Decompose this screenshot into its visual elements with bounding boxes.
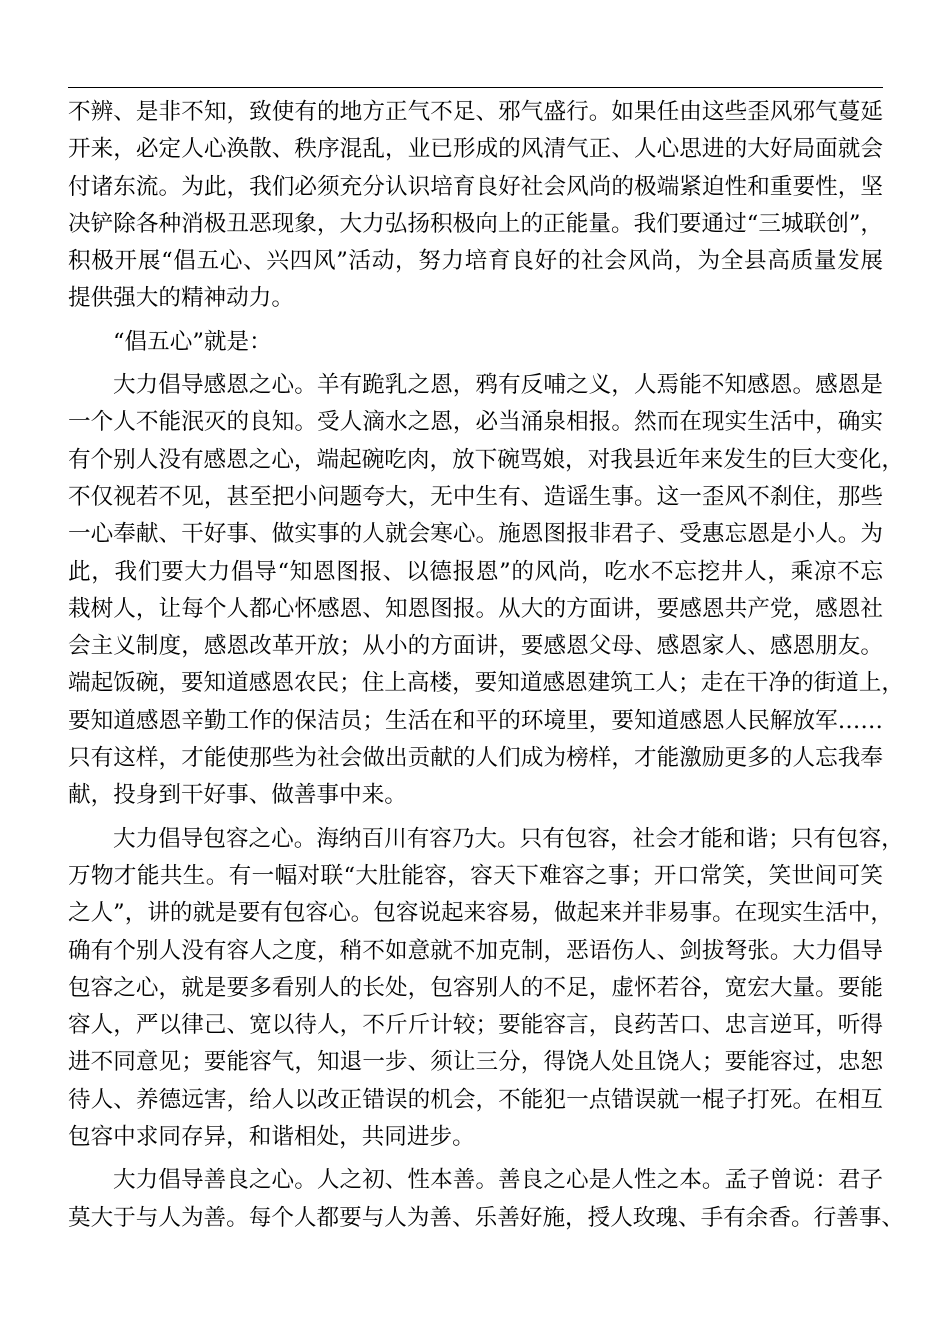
text-line: 大力倡导感恩之心。羊有跪乳之恩，鸦有反哺之义，人焉能不知感恩。感恩是 (113, 372, 883, 399)
header-rule (68, 87, 883, 88)
text-line: 只有这样，才能使那些为社会做出贡献的人们成为榜样，才能激励更多的人忘我奉 (68, 745, 883, 772)
text-line: 包容中求同存异，和谐相处，共同进步。 (68, 1124, 475, 1151)
text-line: 大力倡导善良之心。人之初、性本善。善良之心是人性之本。孟子曾说：君子 (113, 1167, 883, 1194)
text-line: 确有个别人没有容人之度，稍不如意就不加克制，恶语伤人、剑拔弩张。大力倡导 (68, 937, 883, 964)
document-body (68, 94, 904, 1237)
paragraph-kindness (68, 1162, 904, 1237)
text-line: 万物才能共生。有一幅对联“大肚能容，容天下难容之事；开口常笑，笑世间可笑 (68, 862, 883, 889)
text-line: 献，投身到干好事、做善事中来。 (68, 782, 407, 809)
text-line: “倡五心”就是： (113, 328, 272, 355)
text-line: 包容之心，就是要多看别人的长处，包容别人的不足，虚怀若谷，宽宏大量。要能 (68, 974, 883, 1001)
text-line: 决铲除各种消极丑恶现象，大力弘扬积极向上的正能量。我们要通过“三城联创”， (68, 210, 883, 237)
paragraph-intro-continuation (68, 94, 883, 318)
text-line: 此，我们要大力倡导“知恩图报、以德报恩”的风尚，吃水不忘挖井人，乘凉不忘 (68, 558, 883, 585)
paragraph-five-hearts-heading (68, 324, 883, 361)
text-line: 之人”，讲的就是要有包容心。包容说起来容易，做起来并非易事。在现实生活中， (68, 900, 893, 927)
text-line: 开来，必定人心涣散、秩序混乱，业已形成的风清气正、人心思进的大好局面就会 (68, 136, 883, 163)
text-line: 容人，严以律己、宽以待人，不斤斤计较；要能容言，良药苦口、忠言逆耳，听得 (68, 1012, 883, 1039)
text-line: 不辨、是非不知，致使有的地方正气不足、邪气盛行。如果任由这些歪风邪气蔓延 (68, 99, 883, 125)
text-line: 积极开展“倡五心、兴四风”活动，努力培育良好的社会风尚，为全县高质量发展 (68, 248, 883, 275)
text-line: 待人、养德远害，给人以改正错误的机会，不能犯一点错误就一棍子打死。在相互 (68, 1086, 883, 1113)
text-line: 进不同意见；要能容气，知退一步、须让三分，得饶人处且饶人；要能容过，忠恕 (68, 1049, 883, 1076)
text-line: 莫大于与人为善。每个人都要与人为善、乐善好施，授人玫瑰、手有余香。行善事、 (68, 1204, 904, 1231)
paragraph-gratitude (68, 367, 904, 815)
text-line: 有个别人没有感恩之心，端起碗吃肉，放下碗骂娘，对我县近年来发生的巨大变化， (68, 446, 904, 473)
text-line: 付诸东流。为此，我们必须充分认识培育良好社会风尚的极端紧迫性和重要性，坚 (68, 173, 883, 200)
text-line: 大力倡导包容之心。海纳百川有容乃大。只有包容，社会才能和谐；只有包容， (113, 825, 904, 852)
text-line: 会主义制度，感恩改革开放；从小的方面讲，要感恩父母、感恩家人、感恩朋友。 (68, 633, 883, 660)
text-line: 要知道感恩辛勤工作的保洁员；生活在和平的环境里，要知道感恩人民解放军…… (68, 707, 883, 734)
text-line: 栽树人，让每个人都心怀感恩、知恩图报。从大的方面讲，要感恩共产党，感恩社 (68, 595, 883, 622)
paragraph-tolerance (68, 821, 904, 1157)
text-line: 提供强大的精神动力。 (68, 285, 294, 312)
text-line: 一个人不能泯灭的良知。受人滴水之恩，必当涌泉相报。然而在现实生活中，确实 (68, 409, 883, 436)
text-line: 端起饭碗，要知道感恩农民；住上高楼，要知道感恩建筑工人；走在干净的街道上， (68, 670, 904, 697)
text-line: 一心奉献、干好事、做实事的人就会寒心。施恩图报非君子、受惠忘恩是小人。为 (68, 521, 883, 548)
text-line: 不仅视若不见，甚至把小问题夸大，无中生有、造谣生事。这一歪风不刹住，那些 (68, 483, 883, 510)
